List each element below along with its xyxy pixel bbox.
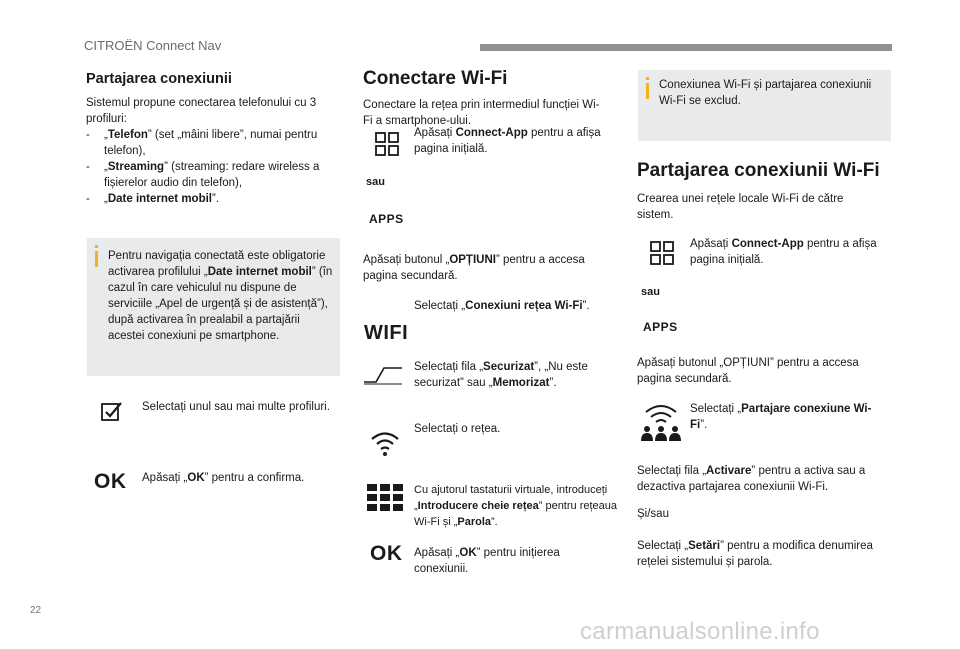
keyboard-icon [366,482,404,512]
apps-label: APPS [369,212,404,226]
tab-slant-icon [362,364,404,386]
ok-button-label: OK [370,542,403,565]
step-keyboard: Cu ajutorul tastaturii virtuale, introduceți „Introducere cheie rețea” pentru rețeaua Wi-Fi și „Parola”. [414,484,618,528]
wifi-icon [369,428,401,458]
list-item: - „Date internet mobil”. [86,193,220,205]
note-text: Conexiunea Wi-Fi și partajarea conexiunii Wi-Fi se exclud. [659,79,872,107]
step-connect-app: Apăsați Connect-App pentru a afișa pagina inițială. [414,127,601,155]
step-options: Apăsați butonul „OPȚIUNI” pentru a accesa pagina secundară. [363,254,585,282]
document-header-title: CITROËN Connect Nav [84,38,222,53]
watermark: carmanualsonline.info [580,618,820,645]
step-ok: Apăsați „OK” pentru a confirma. [142,472,305,484]
or-label: sau [366,176,385,188]
profile-list [86,127,336,207]
list-item: - „Telefon” (set „mâini libere”, numai pentru telefon), [86,129,318,157]
ok-button-label: OK [94,470,127,493]
step-connect-app: Apăsați Connect-App pentru a afișa pagina inițială. [690,238,877,266]
step-options: Apăsați butonul „OPȚIUNI” pentru a accesa pagina secundară. [637,357,859,385]
list-item: - „Streaming” (streaming: redare wireless a fișierelor audio din telefon), [86,161,320,189]
header-bar [480,44,892,51]
wifi-label: WIFI [364,322,409,344]
section-heading-share: Partajarea conexiunii [86,71,232,87]
page-number: 22 [30,605,42,616]
note-box [638,70,891,141]
note-text: Pentru navigația conectată este obligatorie activarea profilului „Date internet mobil” (în cazul în care vehiculul nu dispune de serviciile „Apel de urgență și de asistență”), după activarea în prealabil a partajării acestei conexiuni pe smartphone. [108,250,333,342]
wifi-intro-text: Conectare la rețea prin intermediul funcției Wi-Fi a smartphone-ului. [363,99,600,127]
step-activate: Selectați fila „Activare” pentru a activa sau a dezactiva partajarea conexiunii Wi-Fi. [637,465,866,493]
or-label: sau [641,286,660,298]
step-select-tab: Selectați fila „Securizat”, „Nu este securizat” sau „Memorizat”. [414,361,588,389]
checkbox-list-icon [100,400,124,424]
section-heading-wifi: Conectare Wi-Fi [363,68,508,89]
step-select-profiles: Selectați unul sau mai multe profiluri. [142,401,330,413]
grid-app-icon [649,240,675,266]
intro-text: Sistemul propune conectarea telefonului cu 3 profiluri: [86,97,317,125]
step-ok-connect: Apăsați „OK” pentru inițierea conexiunii. [414,547,560,575]
step-share-connection: Selectați „Partajare conexiune Wi-Fi”. [690,403,872,431]
info-icon [95,251,98,267]
section-heading-wifi-share: Partajarea conexiunii Wi-Fi [637,160,880,181]
info-icon [646,83,649,99]
note-box [87,238,340,376]
step-wifi-connections: Selectați „Conexiuni rețea Wi-Fi”. [414,300,590,312]
grid-app-icon [374,131,400,157]
step-select-network: Selectați o rețea. [414,423,501,435]
and-or-label: Și/sau [637,508,669,520]
wifi-share-icon [640,402,682,442]
step-settings: Selectați „Setări” pentru a modifica denumirea rețelei sistemului și parola. [637,540,873,568]
apps-label: APPS [643,320,678,334]
wifi-share-intro: Crearea unei rețele locale Wi-Fi de către sistem. [637,193,844,221]
